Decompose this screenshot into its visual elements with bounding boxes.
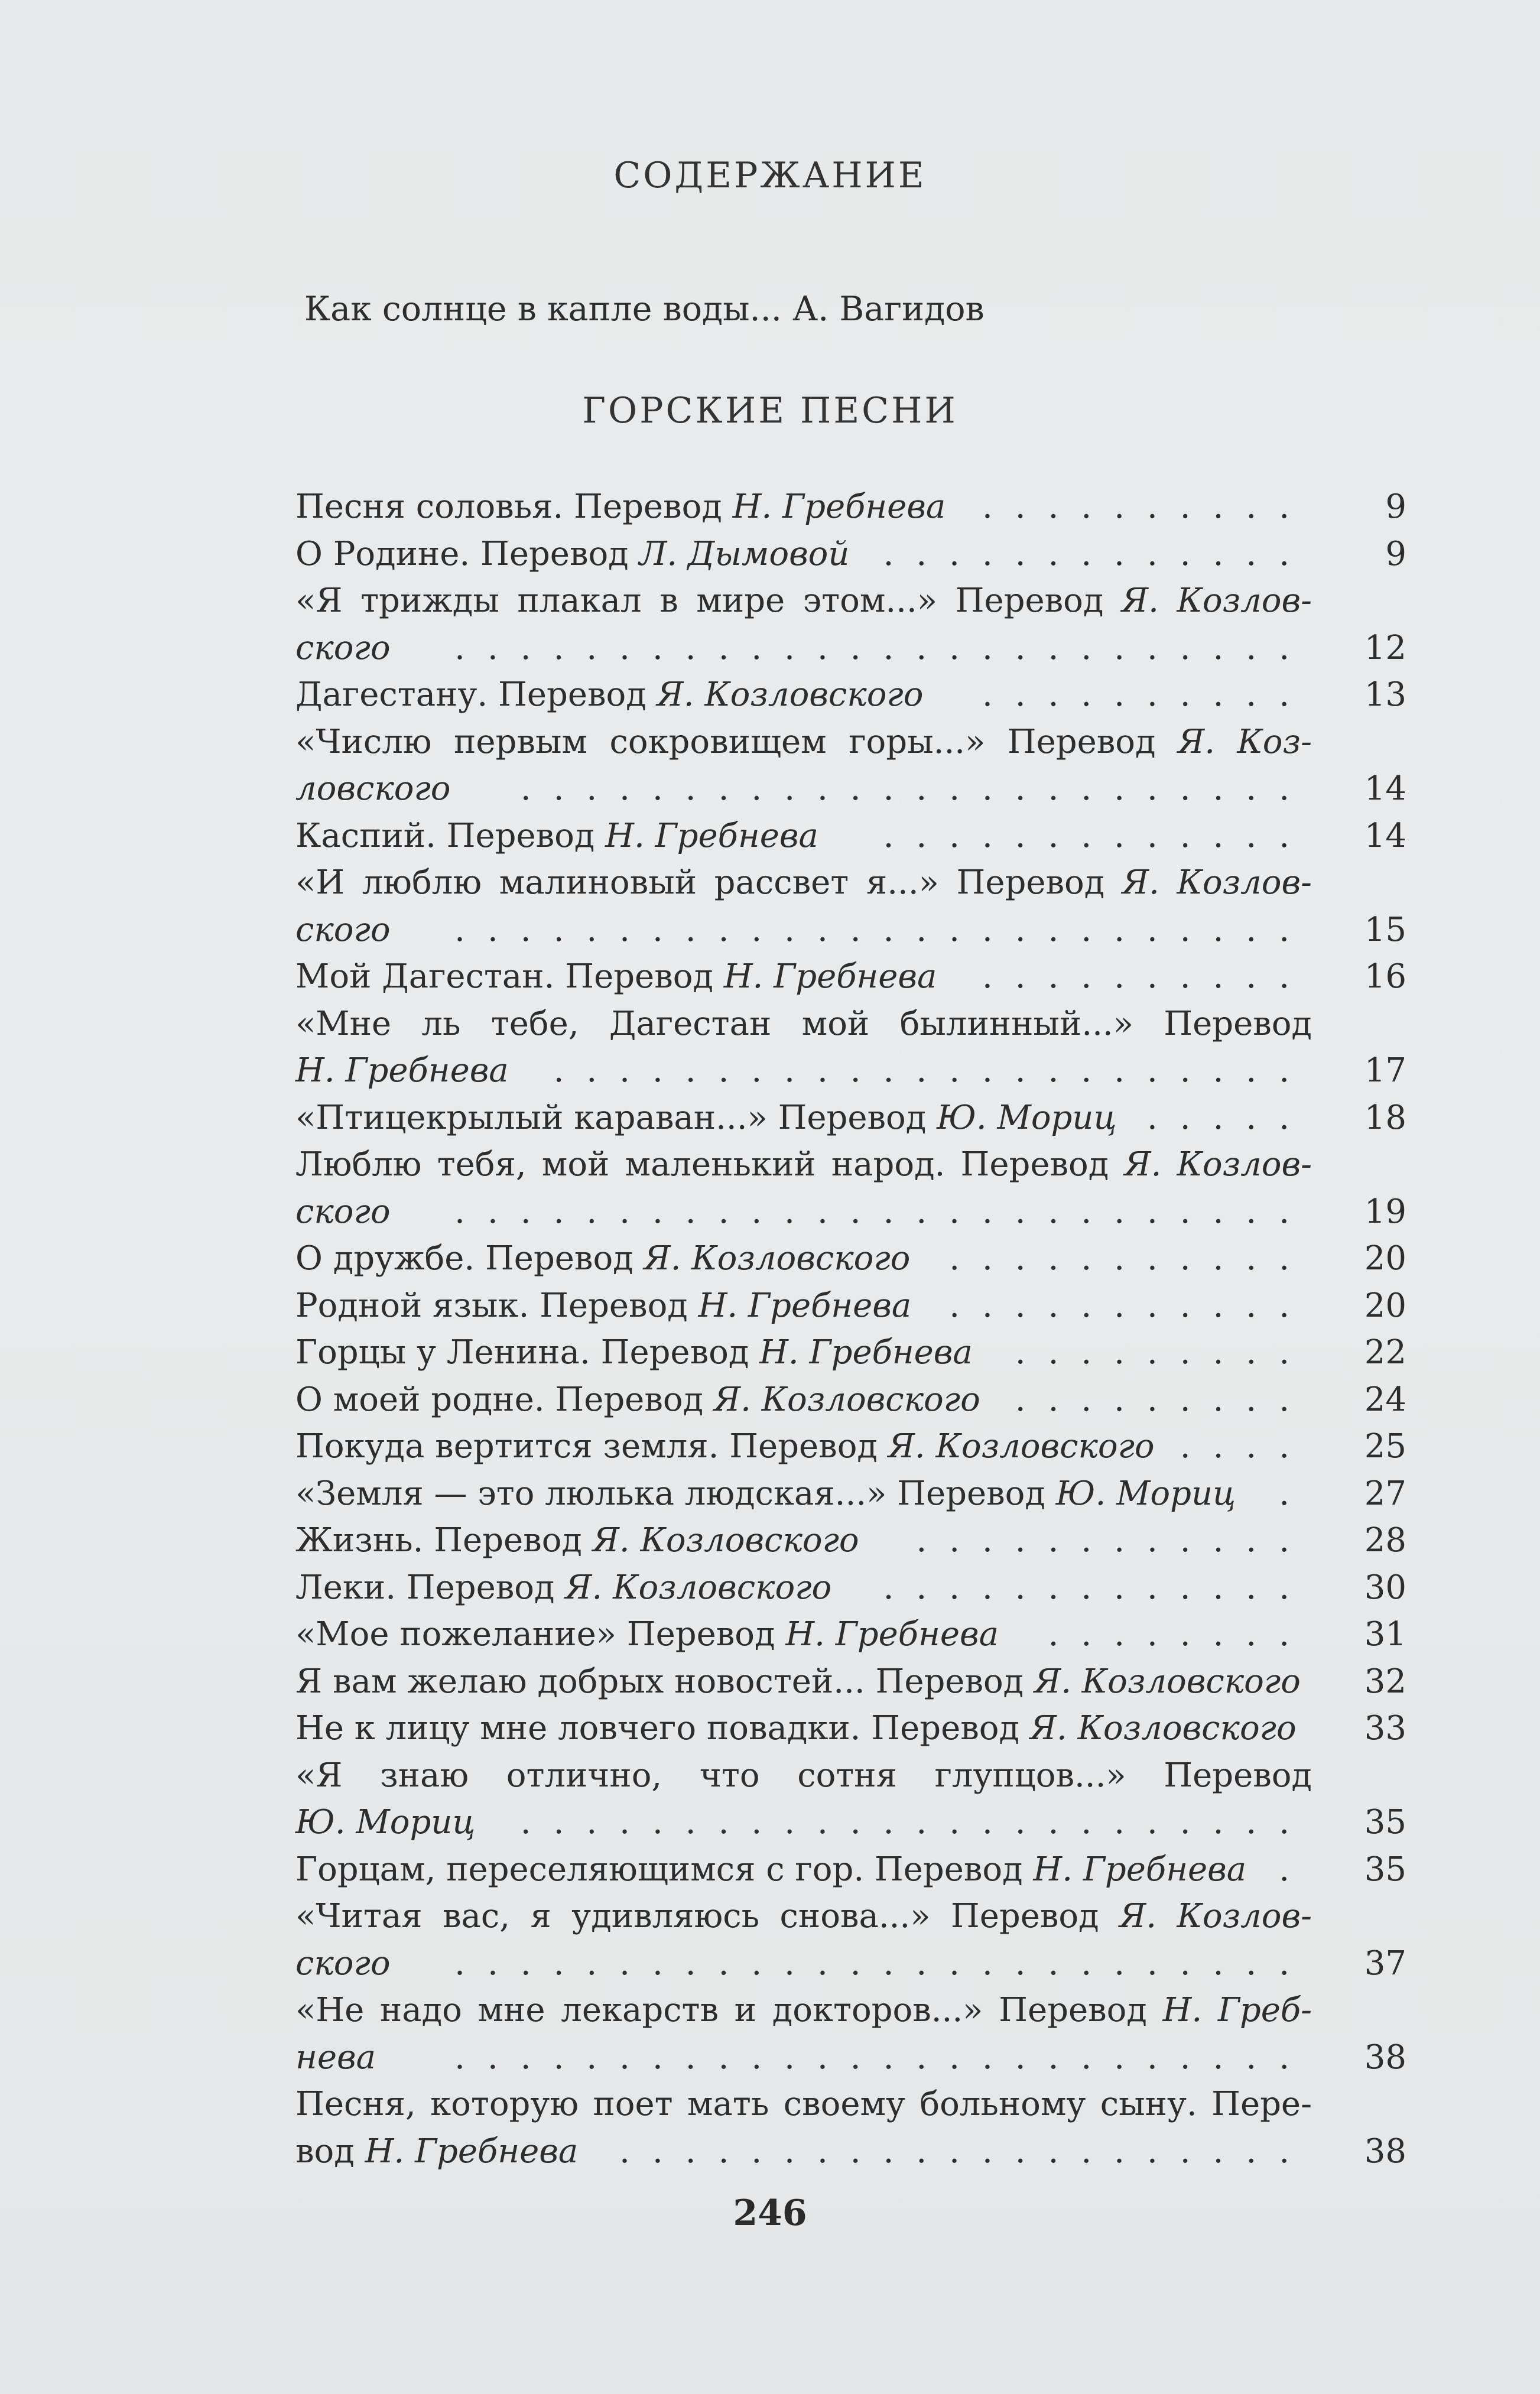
page-ref: 22 [1364,1333,1406,1372]
toc-entry-line [295,1188,1406,1236]
page-ref: 13 [1364,675,1406,714]
page-ref: 35 [1364,1850,1406,1889]
entry-title [295,1235,910,1282]
translator-name: Н. Греб- [1162,1991,1312,2029]
entry-title-text: Песня, которую поет мать своему больному сыну. Пере- [295,2085,1312,2123]
entry-title [295,1517,859,1564]
entry-title-text: «Я трижды плакал в мире этом...» Перевод [295,582,1122,620]
dot-leaders: . [1279,1850,1312,1889]
entry-title-continuation [295,1047,509,1094]
entry-title-text: Каспий. Перевод [295,816,606,855]
toc-entry-line [295,719,1406,766]
page-ref: 9 [1385,488,1406,526]
dot-leaders: ............. [883,534,1312,573]
entry-title-text: «Мне ль тебе, Дагестан мой былинный...» Перевод [295,1004,1312,1043]
toc-entry-line [295,859,1406,907]
entry-title-text: вод [295,2132,365,2171]
entry-title-text: Леки. Перевод [295,1568,566,1607]
page-ref: 24 [1364,1380,1406,1419]
dot-leaders: .......................... [454,1192,1312,1231]
toc-entry-line [295,671,1406,719]
toc-entry-line [295,1141,1406,1188]
translator-name: ского [295,1944,391,1983]
intro-entry: Как солнце в капле воды... А. Вагидов [304,290,985,329]
entry-title [295,1705,1297,1752]
translator-name: Я. Козловского [1029,1709,1297,1747]
dot-leaders: .......... [982,488,1312,526]
entry-title-text: О моей родне. Перевод [295,1380,714,1419]
dot-leaders: ..................... [619,2132,1312,2171]
dot-leaders: ........ [1048,1615,1312,1654]
entry-title [295,483,946,531]
translator-name: Я. Козловского [565,1568,832,1607]
entry-title [295,577,1312,625]
toc-entry-line [295,813,1406,860]
toc-entry-line [295,1752,1406,1799]
entry-title-continuation [295,2034,376,2081]
toc-entry-line [295,1470,1406,1518]
entry-title [295,1987,1312,2034]
page-ref: 16 [1364,957,1406,996]
dot-leaders: .......................... [454,1944,1312,1983]
entry-title-text: Дагестану. Перевод [295,675,657,714]
page-ref: 38 [1364,2132,1406,2171]
dot-leaders: .... [1180,1427,1312,1466]
toc-entry-line [295,1705,1406,1752]
entry-title-text: «Земля — это люлька людская...» Перевод [295,1474,1056,1513]
page-ref: 17 [1364,1051,1406,1090]
translator-name: Я. Козловского [1034,1662,1301,1701]
entry-title-text: Не к лицу мне ловчего повадки. Перевод [295,1709,1030,1747]
translator-name: Н. Гребнева [365,2132,579,2171]
entry-title [295,1846,1246,1893]
entry-title-text: «Птицекрылый караван...» Перевод [295,1098,937,1137]
toc-entry-line [295,483,1406,531]
entry-title-continuation [295,2128,578,2175]
page-ref: 19 [1364,1192,1406,1231]
entry-title-text: «И люблю малиновый рассвет я...» Перевод [295,863,1122,902]
toc-entry-line [295,1658,1406,1706]
translator-name: Н. Гребнева [732,488,946,526]
entry-title [295,2081,1312,2128]
translator-name: Ю. Мориц [1055,1474,1236,1513]
dot-leaders: . [1279,1474,1312,1513]
entry-title-continuation [295,1188,391,1236]
entry-title-text: Покуда вертится земля. Перевод [295,1427,888,1466]
dot-leaders: .......................... [454,910,1312,949]
entry-title-text: Жизнь. Перевод [295,1521,593,1560]
entry-title-text: «Я знаю отлично, что сотня глупцов...» Перевод [295,1756,1312,1795]
dot-leaders: ............. [883,1568,1312,1607]
table-of-contents [295,483,1406,2175]
toc-entry-line [295,765,1406,813]
dot-leaders: ........................ [520,769,1312,808]
entry-title-text: Люблю тебя, мой маленький народ. Перевод [295,1145,1125,1184]
entry-title [295,1141,1312,1188]
toc-entry-line [295,2128,1406,2175]
toc-entry-line [295,953,1406,1001]
toc-entry-line [295,1611,1406,1658]
entry-title-continuation [295,765,451,813]
translator-name: Я. Козлов- [1119,1897,1312,1935]
page-ref: 37 [1364,1944,1406,1983]
entry-title [295,719,1312,766]
toc-entry-line [295,1517,1406,1564]
translator-name: Л. Дымовой [639,534,850,573]
entry-title [295,859,1312,907]
toc-entry-line [295,1001,1406,1048]
toc-entry-line [295,1564,1406,1612]
translator-name: Я. Козловского [713,1380,980,1419]
translator-name: ского [295,628,391,667]
page-ref: 15 [1364,910,1406,949]
toc-entry-line [295,1940,1406,1987]
dot-leaders: .......... [982,957,1312,996]
entry-title [295,1329,973,1376]
entry-title [295,1611,999,1658]
dot-leaders: ............. [883,816,1312,855]
entry-title-text: Горцам, переселяющимся с гор. Перевод [295,1850,1034,1889]
entry-title-continuation [295,625,391,672]
entry-title [295,1752,1312,1799]
entry-title [295,1423,1155,1470]
dot-leaders: ..... [1146,1098,1312,1137]
entry-title-text: О дружбе. Перевод [295,1239,644,1278]
entry-title-text: Я вам желаю добрых новостей... Перевод [295,1662,1034,1701]
entry-title-continuation [295,1799,475,1846]
translator-name: Я. Козловского [592,1521,859,1560]
translator-name: Ю. Мориц [295,1803,476,1841]
toc-entry-line [295,1282,1406,1330]
page-ref: 31 [1364,1615,1406,1654]
page-ref: 14 [1364,816,1406,855]
page-ref: 35 [1364,1803,1406,1841]
dot-leaders: ........... [949,1286,1312,1325]
entry-title [295,1893,1312,1940]
page-ref: 33 [1364,1709,1406,1747]
translator-name: Я. Коз- [1177,722,1312,761]
dot-leaders: ........... [949,1239,1312,1278]
entry-title [295,671,923,719]
toc-entry-line [295,531,1406,578]
entry-title-text: О Родине. Перевод [295,534,639,573]
entry-title-text: Мой Дагестан. Перевод [295,957,724,996]
dot-leaders: .......................... [454,628,1312,667]
toc-entry-line [295,2081,1406,2128]
page-ref: 30 [1364,1568,1406,1607]
entry-title [295,1376,980,1424]
translator-name: Н. Гребнева [1033,1850,1247,1889]
page-ref: 27 [1364,1474,1406,1513]
translator-name: Ю. Мориц [937,1098,1117,1137]
translator-name: Н. Гребнева [605,816,818,855]
entry-title-text: Родной язык. Перевод [295,1286,698,1325]
page-ref: 14 [1364,769,1406,808]
entry-title [295,1658,1301,1706]
dot-leaders: ....................... [553,1051,1312,1090]
translator-name: Я. Козлов- [1122,863,1312,902]
entry-title [295,1282,911,1330]
translator-name: Я. Козлов- [1124,1145,1312,1184]
toc-entry-line [295,1235,1406,1282]
toc-entry-line [295,1987,1406,2034]
dot-leaders: ........................ [520,1803,1312,1841]
entry-title-text: «Читая вас, я удивляюсь снова...» Перевод [295,1897,1120,1935]
translator-name: Н. Гребнева [759,1333,973,1372]
page-ref: 38 [1364,2038,1406,2077]
entry-title [295,1470,1236,1518]
entry-title-text: «Не надо мне лекарств и докторов...» Перевод [295,1991,1163,2029]
page-ref: 18 [1364,1098,1406,1137]
page-ref: 25 [1364,1427,1406,1466]
page-ref: 20 [1364,1239,1406,1278]
entry-title-text: «Числю первым сокровищем горы...» Перевод [295,722,1178,761]
page-ref: 9 [1385,534,1406,573]
translator-name: ского [295,910,391,949]
toc-entry-line [295,1329,1406,1376]
translator-name: Н. Гребнева [295,1051,509,1090]
translator-name: Я. Козлов- [1121,582,1312,620]
toc-entry-line [295,1423,1406,1470]
dot-leaders: ............ [916,1521,1312,1560]
dot-leaders: .......................... [454,2038,1312,2077]
entry-title [295,953,937,1001]
translator-name: Я. Козловского [657,675,924,714]
translator-name: Н. Гребнева [785,1615,999,1654]
toc-entry-line [295,1799,1406,1846]
dot-leaders: ......... [1015,1333,1312,1372]
entry-title [295,531,849,578]
entry-title [295,1564,831,1612]
page-ref: 28 [1364,1521,1406,1560]
page-ref: 32 [1364,1662,1406,1701]
entry-title-text: Горцы у Ленина. Перевод [295,1333,760,1372]
contents-heading: СОДЕРЖАНИЕ [613,155,927,196]
entry-title-text: «Мое пожелание» Перевод [295,1615,786,1654]
toc-entry-line [295,1846,1406,1893]
translator-name: Я. Козловского [644,1239,911,1278]
page-ref: 12 [1364,628,1406,667]
translator-name: Н. Гребнева [698,1286,912,1325]
entry-title-continuation [295,1940,391,1987]
entry-title-continuation [295,907,391,954]
toc-entry-line [295,2034,1406,2081]
entry-title-text: Песня соловья. Перевод [295,488,733,526]
dot-leaders: ......... [1015,1380,1312,1419]
toc-entry-line [295,1893,1406,1940]
toc-entry-line [295,1047,1406,1094]
dot-leaders: .......... [982,675,1312,714]
translator-name: нева [295,2038,376,2077]
page-number: 246 [733,2192,807,2234]
entry-title [295,813,818,860]
toc-entry-line [295,625,1406,672]
page-ref: 20 [1364,1286,1406,1325]
translator-name: Н. Гребнева [723,957,937,996]
toc-entry-line [295,907,1406,954]
toc-entry-line [295,577,1406,625]
entry-title [295,1001,1312,1048]
translator-name: ловского [295,769,451,808]
section-heading: ГОРСКИЕ ПЕСНИ [582,390,958,431]
translator-name: ского [295,1192,391,1231]
toc-entry-line [295,1376,1406,1424]
toc-entry-line [295,1094,1406,1142]
entry-title [295,1094,1117,1142]
translator-name: Я. Козловского [888,1427,1155,1466]
